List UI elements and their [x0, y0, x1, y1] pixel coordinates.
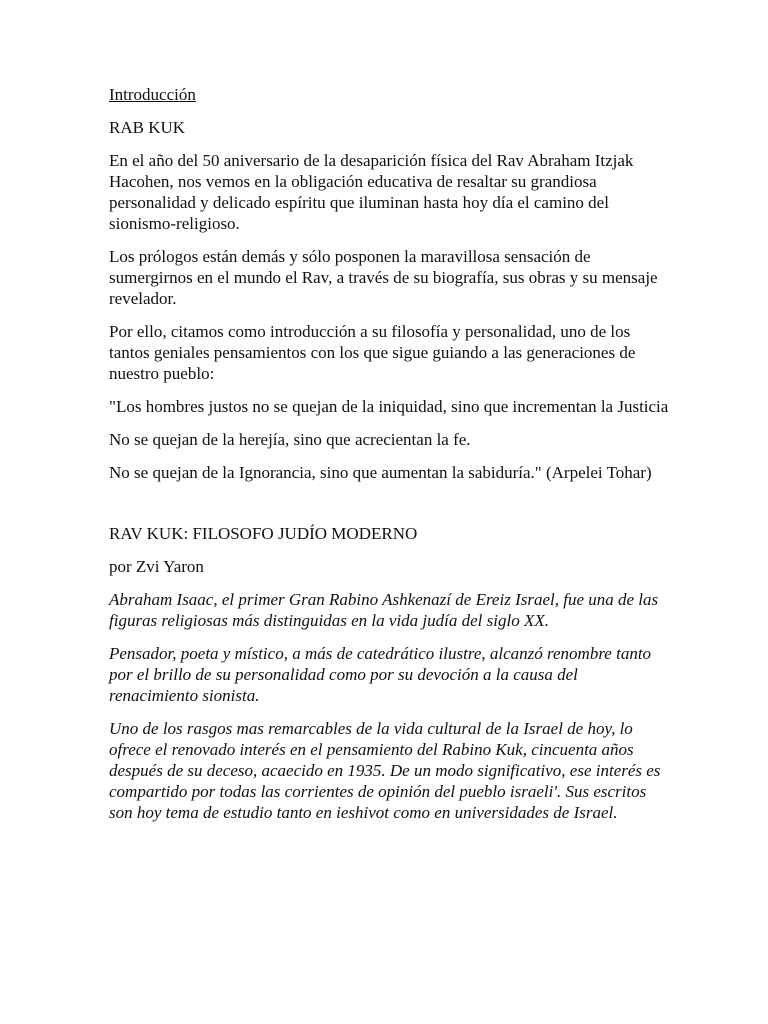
author-line: por Zvi Yaron	[109, 557, 204, 576]
quote-line: No se quejan de la Ignorancia, sino que aumentan la sabiduría." (Arpelei Tohar)	[109, 463, 652, 482]
intro-heading: Introducción	[109, 85, 196, 104]
italic-paragraph: Uno de los rasgos mas remarcables de la vida cultural de la Israel de hoy, lo ofrece el renovado interés en el pensamiento del Rabino Kuk, cincuenta años después de su deceso, acaecido en 1935. De un modo significativo, ese interés es compartido por todas las corrientes de opinión del pueblo israeli'. Sus escritos son hoy tema de estudio tanto en ieshivot como en universidades de Israel.	[109, 719, 661, 822]
section-title-rab-kuk: RAB KUK	[109, 118, 186, 137]
paragraph: Los prólogos están demás y sólo posponen la maravillosa sensación de sumergirnos en el mundo el Rav, a través de su biografía, sus obras y su mensaje revelador.	[109, 247, 658, 308]
paragraph: Por ello, citamos como introducción a su filosofía y personalidad, uno de los tantos geniales pensamientos con los que sigue guiando a las generaciones de nuestro pueblo:	[109, 322, 636, 383]
document-page	[109, 84, 669, 835]
italic-paragraph: Abraham Isaac, el primer Gran Rabino Ashkenazí de Ereiz Israel, fue una de las figuras religiosas más distinguidas en la vida judía del siglo XX.	[109, 590, 659, 630]
quote-line: "Los hombres justos no se quejan de la iniquidad, sino que incrementan la Justicia	[109, 397, 669, 416]
paragraph: En el año del 50 aniversario de la desaparición física del Rav Abraham Itzjak Hacohen, nos vemos en la obligación educativa de resaltar su grandiosa personalidad y delicado espíritu que iluminan hasta hoy día el camino del sionismo-religioso.	[109, 151, 634, 233]
section-title-rav-kuk-filosofo: RAV KUK: FILOSOFO JUDÍO MODERNO	[109, 524, 418, 543]
italic-paragraph: Pensador, poeta y místico, a más de catedrático ilustre, alcanzó renombre tanto por el brillo de su personalidad como por su devoción a la causa del renacimiento sionista.	[109, 644, 652, 705]
quote-line: No se quejan de la herejía, sino que acrecientan la fe.	[109, 430, 471, 449]
